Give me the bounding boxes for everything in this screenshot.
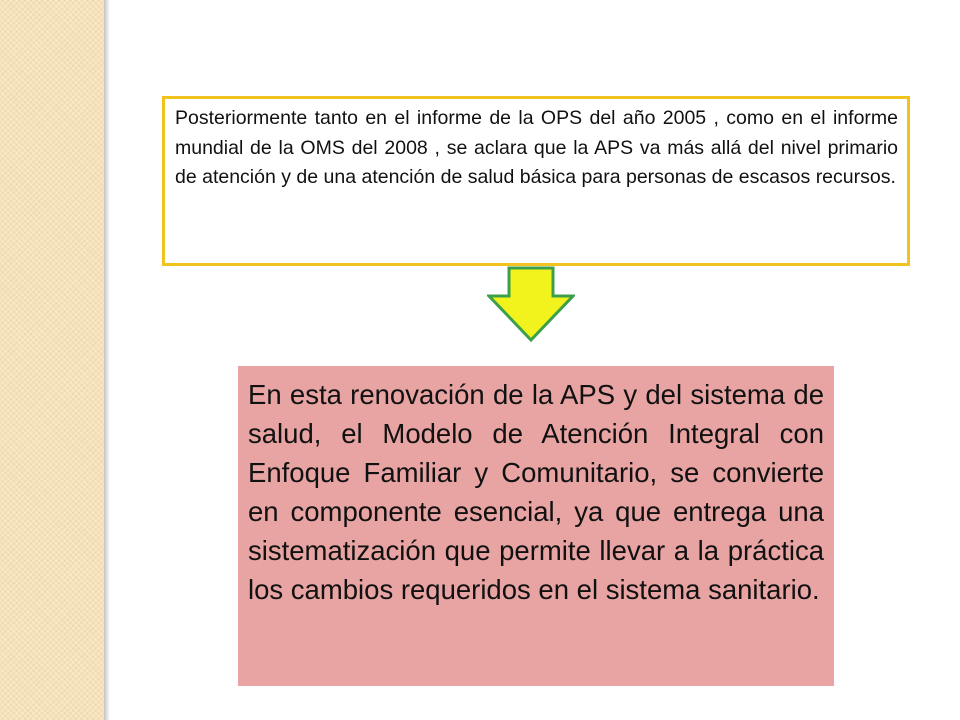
top-text-box [162,96,910,266]
down-arrow-icon [487,266,575,342]
top-text: Posteriormente tanto en el informe de la OPS del año 2005 , como en el informe mundial de la OMS del 2008 , se aclara que la APS va más allá del nivel primario de atención y de una atención de salud básica para personas de escasos recursos. [175,107,898,188]
side-band-shadow [104,0,110,720]
decorative-side-band [0,0,104,720]
bottom-text: En esta renovación de la APS y del sistema de salud, el Modelo de Atención Integral con Enfoque Familiar y Comunitario, se convierte en componente esencial, ya que entrega una sistematización que permite llevar a la práctica los cambios requeridos en el sistema sanitario. [248,379,824,605]
bottom-text-box [238,366,834,686]
